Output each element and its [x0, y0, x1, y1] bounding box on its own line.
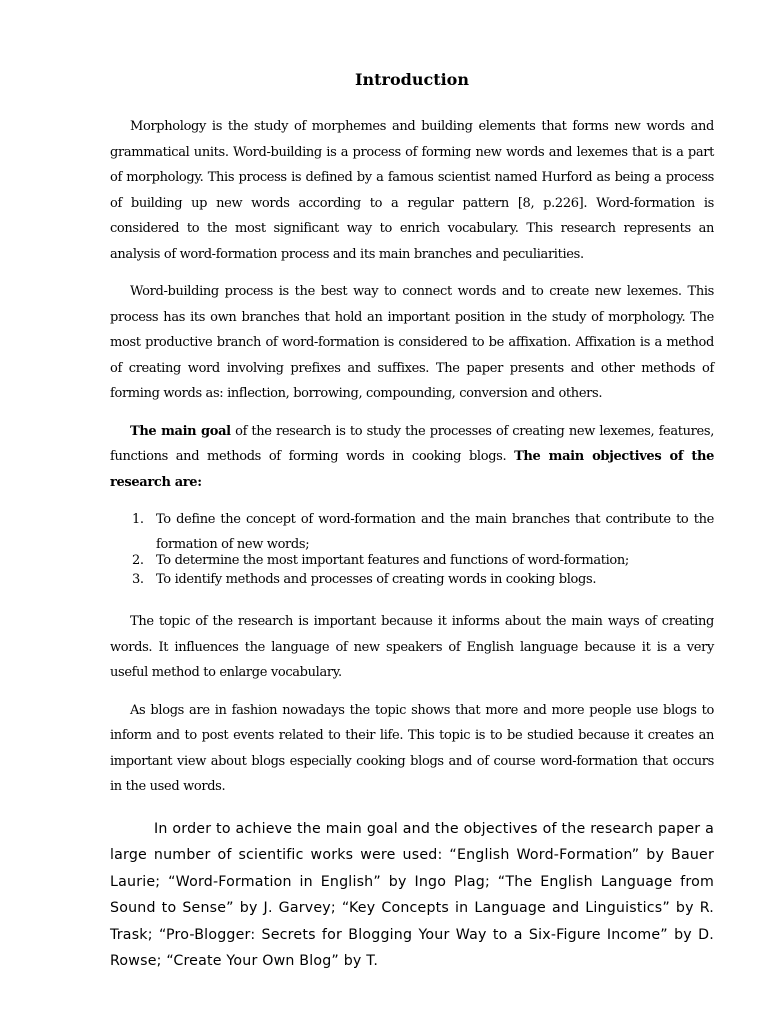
paragraph-word-building: Word-building process is the best way to connect words and to create new lexemes. This process has its own branches that hold an important position in the study of morphology. The most productive branch of word-formation is considered to be affixation. Affixation is a method of creating word involving prefixes and suffixes. The paper presents and other methods of forming words as: inflection, borrowing, compounding, conversion and others. [110, 284, 714, 401]
objectives-list [110, 507, 714, 589]
objectives-label: The main objectives of the research are: [110, 449, 714, 490]
list-item [110, 551, 714, 570]
list-item-number: 1. [132, 512, 144, 527]
main-goal-text: of the research is to study the processes of creating new lexemes, features, functions and methods of forming words in cooking blogs. [110, 423, 714, 464]
paragraph-topic-importance: The topic of the research is important because it informs about the main ways of creating words. It influences the language of new speakers of English language because it is a very useful method to enlarge vocabulary. [110, 614, 714, 680]
list-item [110, 570, 714, 589]
list-item-number: 3. [132, 572, 144, 587]
paragraph-morphology: Morphology is the study of morphemes and building elements that forms new words and grammatical units. Word-building is a process of forming new words and lexemes that is a part of morphology. This process is defined by a famous scientist named Hurford as being a process of building up new words according to a regular pattern [8, p.226]. Word-formation is considered to the most significant way to enrich vocabulary. This research represents an analysis of word-formation process and its main branches and peculiarities. [110, 119, 714, 262]
list-item-number: 2. [132, 553, 144, 568]
list-item [110, 507, 714, 557]
list-item-text: To identify methods and processes of creating words in cooking blogs. [156, 572, 597, 587]
paragraph-main-goal [110, 419, 714, 496]
list-item-text: To determine the most important features and functions of word-formation; [156, 553, 629, 568]
list-item-text: To define the concept of word-formation and the main branches that contribute to the formation of new words; [156, 512, 714, 552]
paragraph-blogs: As blogs are in fashion nowadays the topic shows that more and more people use blogs to inform and to post events related to their life. This topic is to be studied because it creates an important view about blogs especially cooking blogs and of course word-formation that occurs in the used words. [110, 702, 714, 794]
page-title: Introduction [355, 70, 469, 89]
paragraph-sources: In order to achieve the main goal and the objectives of the research paper a large number of scientific works were used: “English Word-Formation” by Bauer Laurie; “Word-Formation in English” by Ingo Plag; “The English Language from Sound to Sense” by J. Garvey; “Key Concepts in Language and Linguistics” by R. Trask; “Pro-Blogger: Secrets for Blogging Your Way to a Six-Figure Income” by D. Rowse; “Create Your Own Blog” by T. [110, 820, 714, 969]
main-goal-label: The main goal [130, 423, 231, 439]
